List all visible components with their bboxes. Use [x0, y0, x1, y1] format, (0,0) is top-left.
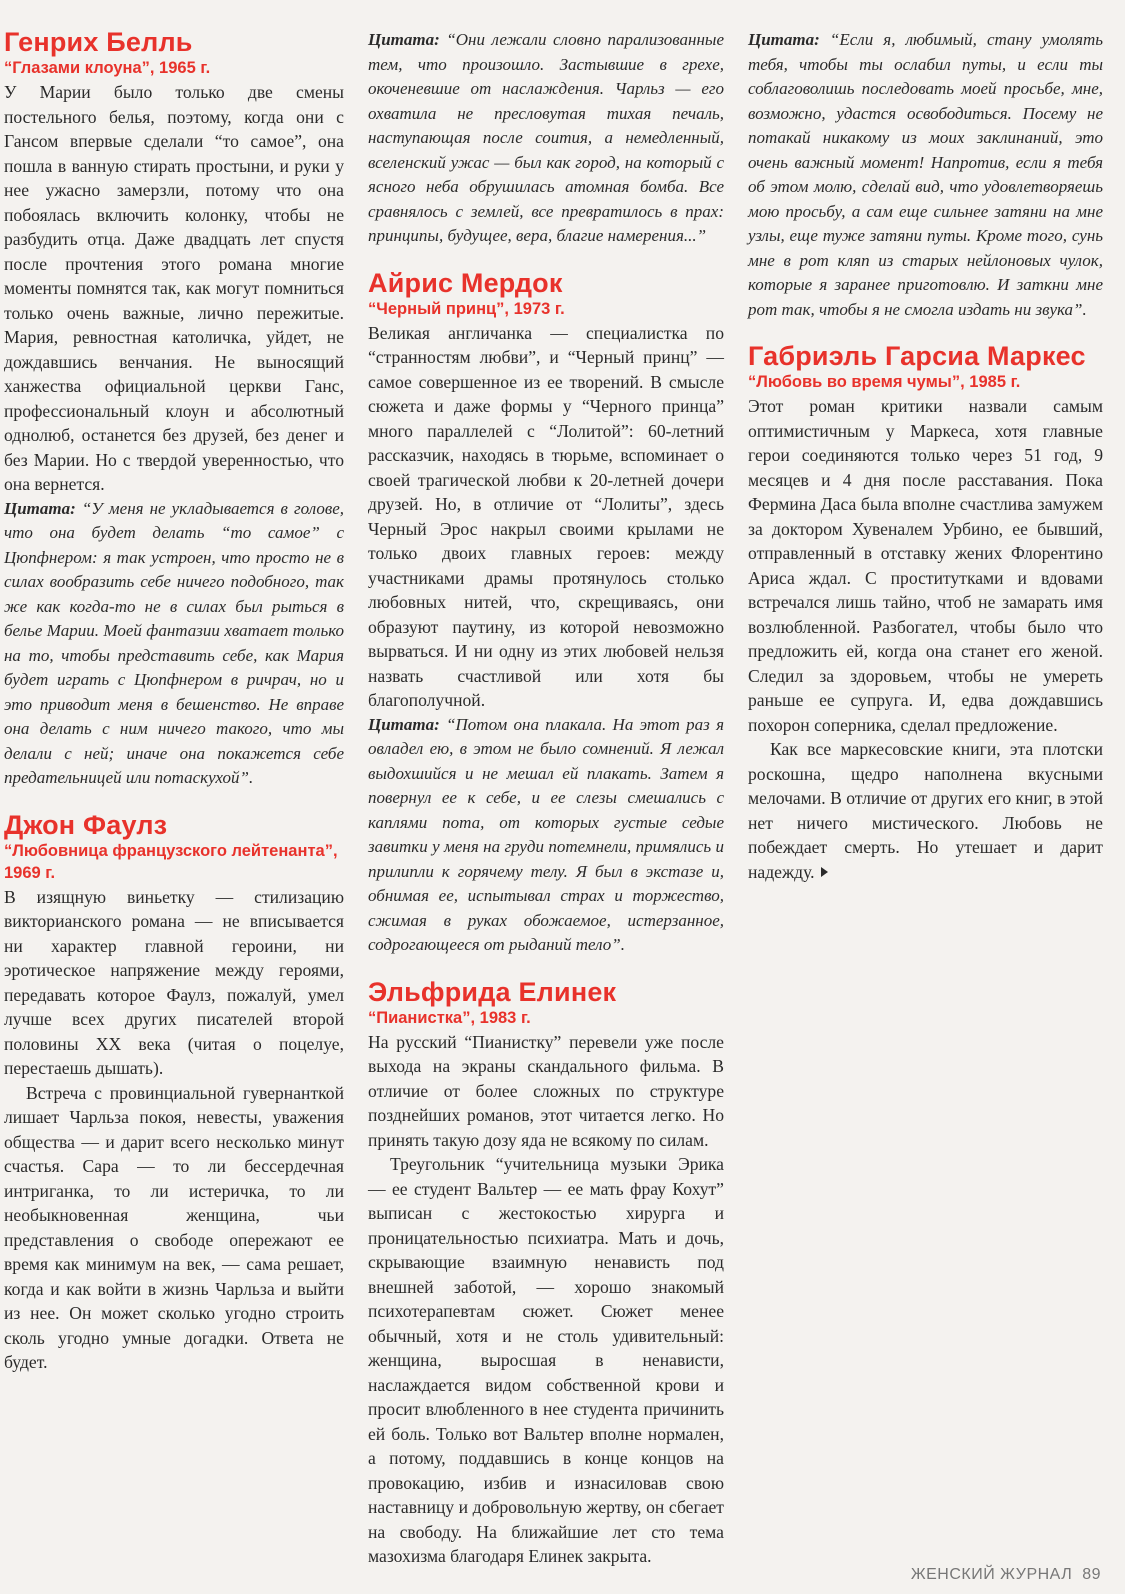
article-fowles-quote: [368, 28, 724, 249]
magazine-name: ЖЕНСКИЙ ЖУРНАЛ: [910, 1566, 1073, 1583]
page-number: 89: [1082, 1566, 1101, 1583]
quote: [368, 28, 724, 249]
paragraph: Треугольник “учительница музыки Эрика — ее студент Вальтер — ее мать фрау Кохут” выписан с жестокостью хирурга и проницательностью психиатра. Мать и дочь, скрывающие взаимную ненависть под внешней заботой, — хорошо знакомый психотерапевтам сюжет. Сюжет менее обычный, хотя и не столь удивительный: женщина, выросшая в ненависти, наслаждается видом собственной крови и просит влюбленного в нее студента причинить ей боль. Только вот Вальтер вполне нормален, а потому, поддавшись в конце концов на провокацию, избив и изнасиловав свою наставницу и добровольную жертву, он сбегает на свободу. На ближайшие лет сто тема мазохизма благодаря Елинек закрыта.: [368, 1154, 724, 1566]
quote: [748, 28, 1103, 322]
quote: [368, 713, 724, 958]
quote-text: “У меня не укладывается в голове, что она будет делать “то самое” с Цюпфнером: я так устроен, что просто не в силах вообразить себе ничего подобного, так же как когда-то не в силах был рыться в белье Марии. Моей фантазии хватает только на то, чтобы представить себе, как Мария будет играть с Цюпфнером в ричрач, но и это приводит меня в бешенство. Не вправе она делать с ним ничего такого, что мы делали с ней; иначе она покажется себе предательницей или потаскухой”.: [4, 498, 344, 787]
quote-label: Цитата:: [748, 30, 820, 49]
quote-label: Цитата:: [4, 498, 76, 518]
page-footer: [901, 1566, 1101, 1584]
column-2: [368, 28, 724, 1589]
quote: [4, 497, 344, 791]
paragraph: Встреча с провинциальной гувернанткой лишает Чарльза покоя, невесты, уважения общества — и дарит всего несколько минут счастья. Сара — то ли бессердечная интриганка, то ли истеричка, то ли необыкновенная женщина, чьи представления о свободе опережают ее время как минимум на век, — сама решает, когда и как войти в жизнь Чарльза и выйти из нее. Он может сколько угодно строить сколь угодно умные догадки. Ответа не будет.: [4, 1082, 344, 1372]
paragraph: В изящную виньетку — стилизацию викторианского романа — не вписывается ни характер главной героини, ни эротическое напряжение между героями, передавать которое Фаулз, пожалуй, умел лучше всех других писателей второй половины XX века (читая о поцелуе, перестаешь дышать).: [4, 886, 344, 1078]
paragraph: У Марии было только две смены постельного белья, поэтому, когда они с Гансом впервые сделали “то самое”, она пошла в ванную стирать простыни, и руки у нее ужасно замерзли, потому что она побоялась включить колонку, чтобы не разбудить отца. Даже двадцать лет спустя после прочтения этого романа многие моменты помнятся так, как могут помниться только очень важные, лично пережитые. Мария, ревностная католичка, уйдет, не дождавшись венчания. Не выносящий ханжества официальной церкви Ганс, профессиональный клоун и абсолютный однолюб, останется без друзей, без денег и без Марии. Но с твердой уверенностью, что она вернется.: [4, 82, 344, 494]
article-marquez: [748, 342, 1103, 884]
section-title: Габриэль Гарсиа Маркес: [748, 341, 1086, 371]
column-1: [4, 28, 344, 1395]
end-arrow-icon: [821, 867, 828, 877]
paragraph: [748, 737, 1103, 884]
paragraph: На русский “Пианистку” перевели уже после выхода на экраны скандального фильма. В отличие от более сложных по структуре позднейших романов, этот читается легко. Но принять такую дозу яда не всякому по силам.: [368, 1031, 724, 1150]
quote-text: “Потом она плакала. На этот раз я овладел ею, в этом не было сомнений. Я лежал выдохшийся и не мешал ей плакать. Затем я повернул ее к себе, и ее слезы смешались с каплями пота, от которых густые седые завитки у меня на груди потемнели, примялись и прилипли к горячему телу. Я был в экстазе и, обнимая ее, испытывал страх и торжество, сжимая в руках обожаемое, истерзанное, содрогающееся от рыданий тело”.: [368, 714, 724, 954]
quote-label: Цитата:: [368, 714, 440, 734]
quote-text: “Они лежали словно парализованные тем, что произошло. Застывшие в грехе, окоченевшие от наслаждения. Чарльз — его охватила не пресловутая тихая печаль, наступающая после соития, а немедленный, вселенский ужас — был как город, на который с ясного неба обрушилась атомная бомба. Все сравнялось с землей, все превратилось в прах: принципы, будущее, вера, благие намерения...”: [368, 30, 724, 245]
quote-label: Цитата:: [368, 30, 440, 49]
section-title: Эльфрида Елинек: [368, 976, 617, 1007]
section-subtitle: “Пианистка”, 1983 г.: [368, 1008, 531, 1027]
article-murdoch: [368, 269, 724, 958]
section-subtitle: “Глазами клоуна”, 1965 г.: [4, 59, 211, 77]
article-fowles: [4, 811, 344, 1375]
section-subtitle: “Черный принц”, 1973 г.: [368, 299, 565, 318]
paragraph: Этот роман критики назвали самым оптимистичным у Маркеса, хотя главные герои соединяются только через 51 год, 9 месяцев и 4 дня после расставания. Пока Фермина Даса была вполне счастлива замужем за доктором Хувеналем Урбино, ее бывший, отправленный в отставку жених Флорентино Ариса ждал. С проститутками и вдовами встречался лишь тайно, чтоб не замарать имя возлюбленной. Разбогател, чтобы было что предложить ей, когда она станет его женой. Следил за здоровьем, чтобы не умереть раньше ее супруга. И, едва дождавшись похорон соперника, сделал предложение.: [748, 396, 1103, 735]
article-jelinek: [368, 978, 724, 1569]
article-boll: [4, 28, 344, 791]
section-subtitle: “Любовь во время чумы”, 1985 г.: [748, 373, 1021, 391]
section-title: Джон Фаулз: [4, 809, 168, 840]
quote-text: “Если я, любимый, стану умолять тебя, чтобы ты ослабил путы, и если ты соблаговолишь последовать моей просьбе, мне, возможно, удастся освободиться. Посему не потакай никакому из моих заклинаний, это очень важный момент! Напротив, если я тебя об этом молю, сделай вид, что удовлетворяешь мою просьбу, а сам еще сильнее затяни на мне узлы, еще туже затяни путы. Кроме того, сунь мне в рот кляп из старых нейлоновых чулок, которые я заранее приготовлю. И заткни мне рот так, чтобы я не смогла издать ни звука”.: [748, 30, 1103, 319]
column-3: [748, 28, 1103, 904]
article-jelinek-quote: [748, 28, 1103, 322]
section-subtitle: “Любовница французского лейтенанта”, 1969 г.: [4, 841, 338, 882]
section-title: Айрис Мердок: [368, 267, 563, 298]
paragraph: Великая англичанка — специалистка по “странностям любви”, и “Черный принц” — самое совершенное из ее творений. В смысле сюжета и даже формы у “Черного принца” много параллелей с “Лолитой”: 60-летний рассказчик, находясь в тюрьме, вспоминает о своей трагической любви к 20-летней дочери друзей. Но, в отличие от “Лолиты”, здесь Черный Эрос накрыл своими крылами не только двоих главных героев: между участниками драмы протянулось столько любовных нитей, что, скрещиваясь, они образуют паутину, из которой невозможно вырваться. И ни одну из этих любовей нельзя назвать счастливой или хотя бы благополучной.: [368, 322, 724, 710]
paragraph-text: Как все маркесовские книги, эта плотски роскошна, щедро наполнена вкусными мелочами. В отличие от других его книг, в этой нет ничего мистического. Любовь не побеждает смерть. Но утешает и дарит надежду.: [748, 739, 1103, 882]
section-title: Генрих Белль: [4, 27, 193, 57]
